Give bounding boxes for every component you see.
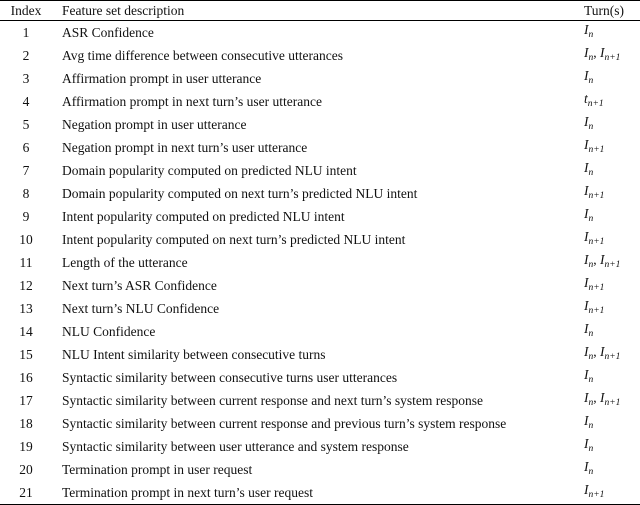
row-turns [582, 481, 640, 505]
row-turns [582, 389, 640, 412]
turn-variable: I [584, 22, 589, 37]
row-index: 11 [19, 255, 33, 270]
turn-symbol [584, 482, 605, 500]
row-index: 6 [22, 140, 30, 155]
row-description: Avg time difference between consecutive utterances [62, 48, 343, 63]
turn-symbol [584, 413, 594, 431]
table-row [0, 205, 640, 228]
table-row [0, 343, 640, 366]
turn-variable: I [600, 390, 605, 405]
turn-symbol [584, 275, 605, 293]
turn-symbol [584, 68, 594, 86]
row-index: 20 [19, 462, 33, 477]
row-index: 7 [22, 163, 30, 178]
row-description: Syntactic similarity between current response and previous turn’s system response [62, 416, 507, 431]
turn-subscript: n+1 [588, 191, 605, 201]
row-index: 14 [19, 324, 33, 339]
table-row [0, 182, 640, 205]
turn-variable: I [584, 482, 589, 497]
table-body [0, 21, 640, 505]
table-header-row [0, 1, 640, 21]
turn-variable: I [584, 183, 589, 198]
turn-variable: I [584, 367, 589, 382]
turn-variable: I [584, 413, 589, 428]
turn-symbol [584, 160, 594, 178]
turn-subscript: n [588, 30, 594, 40]
row-turns [582, 21, 640, 45]
row-index: 17 [19, 393, 33, 408]
turn-symbol [600, 390, 621, 408]
turn-variable: I [584, 252, 589, 267]
turn-variable: I [584, 114, 589, 129]
turn-symbol [584, 114, 594, 132]
row-description: Negation prompt in next turn’s user utterance [62, 140, 308, 155]
table-row [0, 113, 640, 136]
turn-subscript: n+1 [604, 53, 621, 63]
row-description: Length of the utterance [62, 255, 188, 270]
turn-variable: I [584, 160, 589, 175]
turn-variable: I [584, 45, 589, 60]
header-turns: Turn(s) [582, 1, 640, 21]
turn-variable: I [584, 298, 589, 313]
row-turns [582, 44, 640, 67]
row-turns [582, 343, 640, 366]
row-turns [582, 458, 640, 481]
turn-subscript: n+1 [604, 260, 621, 270]
table-row [0, 21, 640, 45]
row-index: 2 [22, 48, 30, 63]
row-index: 10 [19, 232, 33, 247]
turn-separator: , [593, 45, 600, 60]
turn-symbol [584, 459, 594, 477]
turn-subscript: n [588, 76, 594, 86]
turn-subscript: n [588, 122, 594, 132]
turn-subscript: n [588, 375, 594, 385]
turn-symbol [584, 229, 605, 247]
turn-symbol [584, 367, 594, 385]
row-index: 8 [22, 186, 30, 201]
row-turns [582, 90, 640, 113]
turn-symbol [584, 344, 594, 362]
row-description: Next turn’s NLU Confidence [62, 301, 220, 316]
turn-variable: I [584, 390, 589, 405]
turn-subscript: n+1 [588, 490, 605, 500]
turn-subscript: n [588, 398, 594, 408]
turn-subscript: n+1 [587, 99, 604, 109]
row-index: 13 [19, 301, 33, 316]
row-turns [582, 297, 640, 320]
table-row [0, 251, 640, 274]
row-turns [582, 435, 640, 458]
turn-separator: , [593, 252, 600, 267]
row-index: 16 [19, 370, 33, 385]
row-description: Termination prompt in next turn’s user request [52, 481, 582, 505]
turn-variable: I [584, 275, 589, 290]
turn-symbol [584, 298, 605, 316]
turn-variable: I [584, 137, 589, 152]
row-description: Next turn’s ASR Confidence [62, 278, 217, 293]
turn-variable: I [584, 321, 589, 336]
turn-symbol [584, 436, 594, 454]
turn-separator: , [593, 344, 600, 359]
row-index: 5 [22, 117, 30, 132]
turn-symbol [600, 344, 621, 362]
row-description: Negation prompt in user utterance [62, 117, 247, 132]
turn-subscript: n [588, 444, 594, 454]
turn-variable: I [584, 459, 589, 474]
turn-subscript: n+1 [604, 352, 621, 362]
row-description: Domain popularity computed on next turn’s predicted NLU intent [62, 186, 418, 201]
row-index: 19 [19, 439, 33, 454]
turn-symbol [600, 45, 621, 63]
turn-variable: I [584, 68, 589, 83]
table-row [0, 274, 640, 297]
row-turns [582, 251, 640, 274]
table-row [0, 228, 640, 251]
row-index: 1 [22, 25, 30, 40]
row-turns [582, 412, 640, 435]
turn-symbol [584, 137, 605, 155]
table-row [0, 389, 640, 412]
table-row [0, 435, 640, 458]
turn-subscript: n+1 [588, 283, 605, 293]
turn-symbol [584, 91, 604, 109]
turn-variable: I [584, 436, 589, 451]
row-turns [582, 182, 640, 205]
turn-symbol [584, 321, 594, 339]
row-turns [582, 113, 640, 136]
turn-symbol [584, 183, 605, 201]
turn-symbol [584, 206, 594, 224]
row-index: 21 [0, 481, 52, 505]
turn-subscript: n [588, 329, 594, 339]
row-description: Affirmation prompt in user utterance [62, 71, 262, 86]
turn-subscript: n+1 [588, 306, 605, 316]
row-turns [582, 366, 640, 389]
turn-variable: I [600, 344, 605, 359]
table-row [0, 44, 640, 67]
turn-subscript: n [588, 260, 594, 270]
row-description: NLU Intent similarity between consecutive turns [62, 347, 326, 362]
row-index: 4 [22, 94, 30, 109]
turn-separator: , [593, 390, 600, 405]
table-row [0, 320, 640, 343]
row-index: 18 [19, 416, 33, 431]
row-turns [582, 159, 640, 182]
row-turns [582, 228, 640, 251]
row-description: Intent popularity computed on predicted NLU intent [62, 209, 345, 224]
turn-subscript: n [588, 352, 594, 362]
turn-subscript: n+1 [588, 237, 605, 247]
header-index: Index [0, 1, 52, 21]
row-description: Syntactic similarity between user utterance and system response [62, 439, 409, 454]
row-index: 9 [22, 209, 30, 224]
turn-variable: t [584, 91, 588, 106]
turn-variable: I [600, 45, 605, 60]
turn-subscript: n [588, 168, 594, 178]
table-row [0, 458, 640, 481]
row-turns [582, 67, 640, 90]
row-description: Affirmation prompt in next turn’s user utterance [62, 94, 322, 109]
row-turns [582, 205, 640, 228]
row-turns [582, 274, 640, 297]
table-row [0, 90, 640, 113]
row-description: Domain popularity computed on predicted NLU intent [62, 163, 357, 178]
header-description: Feature set description [52, 1, 582, 21]
turn-subscript: n [588, 421, 594, 431]
turn-subscript: n+1 [604, 398, 621, 408]
turn-symbol [600, 252, 621, 270]
turn-subscript: n [588, 214, 594, 224]
row-description: Syntactic similarity between consecutive turns user utterances [62, 370, 398, 385]
row-description: ASR Confidence [62, 25, 154, 40]
table-row [0, 136, 640, 159]
turn-subscript: n+1 [588, 145, 605, 155]
row-index: 12 [19, 278, 33, 293]
table-row [0, 481, 640, 505]
table-row [0, 159, 640, 182]
table-row [0, 412, 640, 435]
turn-symbol [584, 45, 594, 63]
row-description: NLU Confidence [62, 324, 156, 339]
row-description: Termination prompt in user request [62, 462, 253, 477]
turn-variable: I [584, 206, 589, 221]
turn-variable: I [584, 229, 589, 244]
turn-subscript: n [588, 467, 594, 477]
turn-symbol [584, 22, 594, 40]
turn-variable: I [600, 252, 605, 267]
turn-variable: I [584, 344, 589, 359]
row-turns [582, 136, 640, 159]
row-description: Syntactic similarity between current response and next turn’s system response [62, 393, 484, 408]
row-turns [582, 320, 640, 343]
turn-symbol [584, 390, 594, 408]
row-description: Intent popularity computed on next turn’s predicted NLU intent [62, 232, 406, 247]
row-index: 15 [19, 347, 33, 362]
table-row [0, 67, 640, 90]
table-row [0, 366, 640, 389]
row-index: 3 [22, 71, 30, 86]
turn-symbol [584, 252, 594, 270]
turn-subscript: n [588, 53, 594, 63]
table-row [0, 297, 640, 320]
